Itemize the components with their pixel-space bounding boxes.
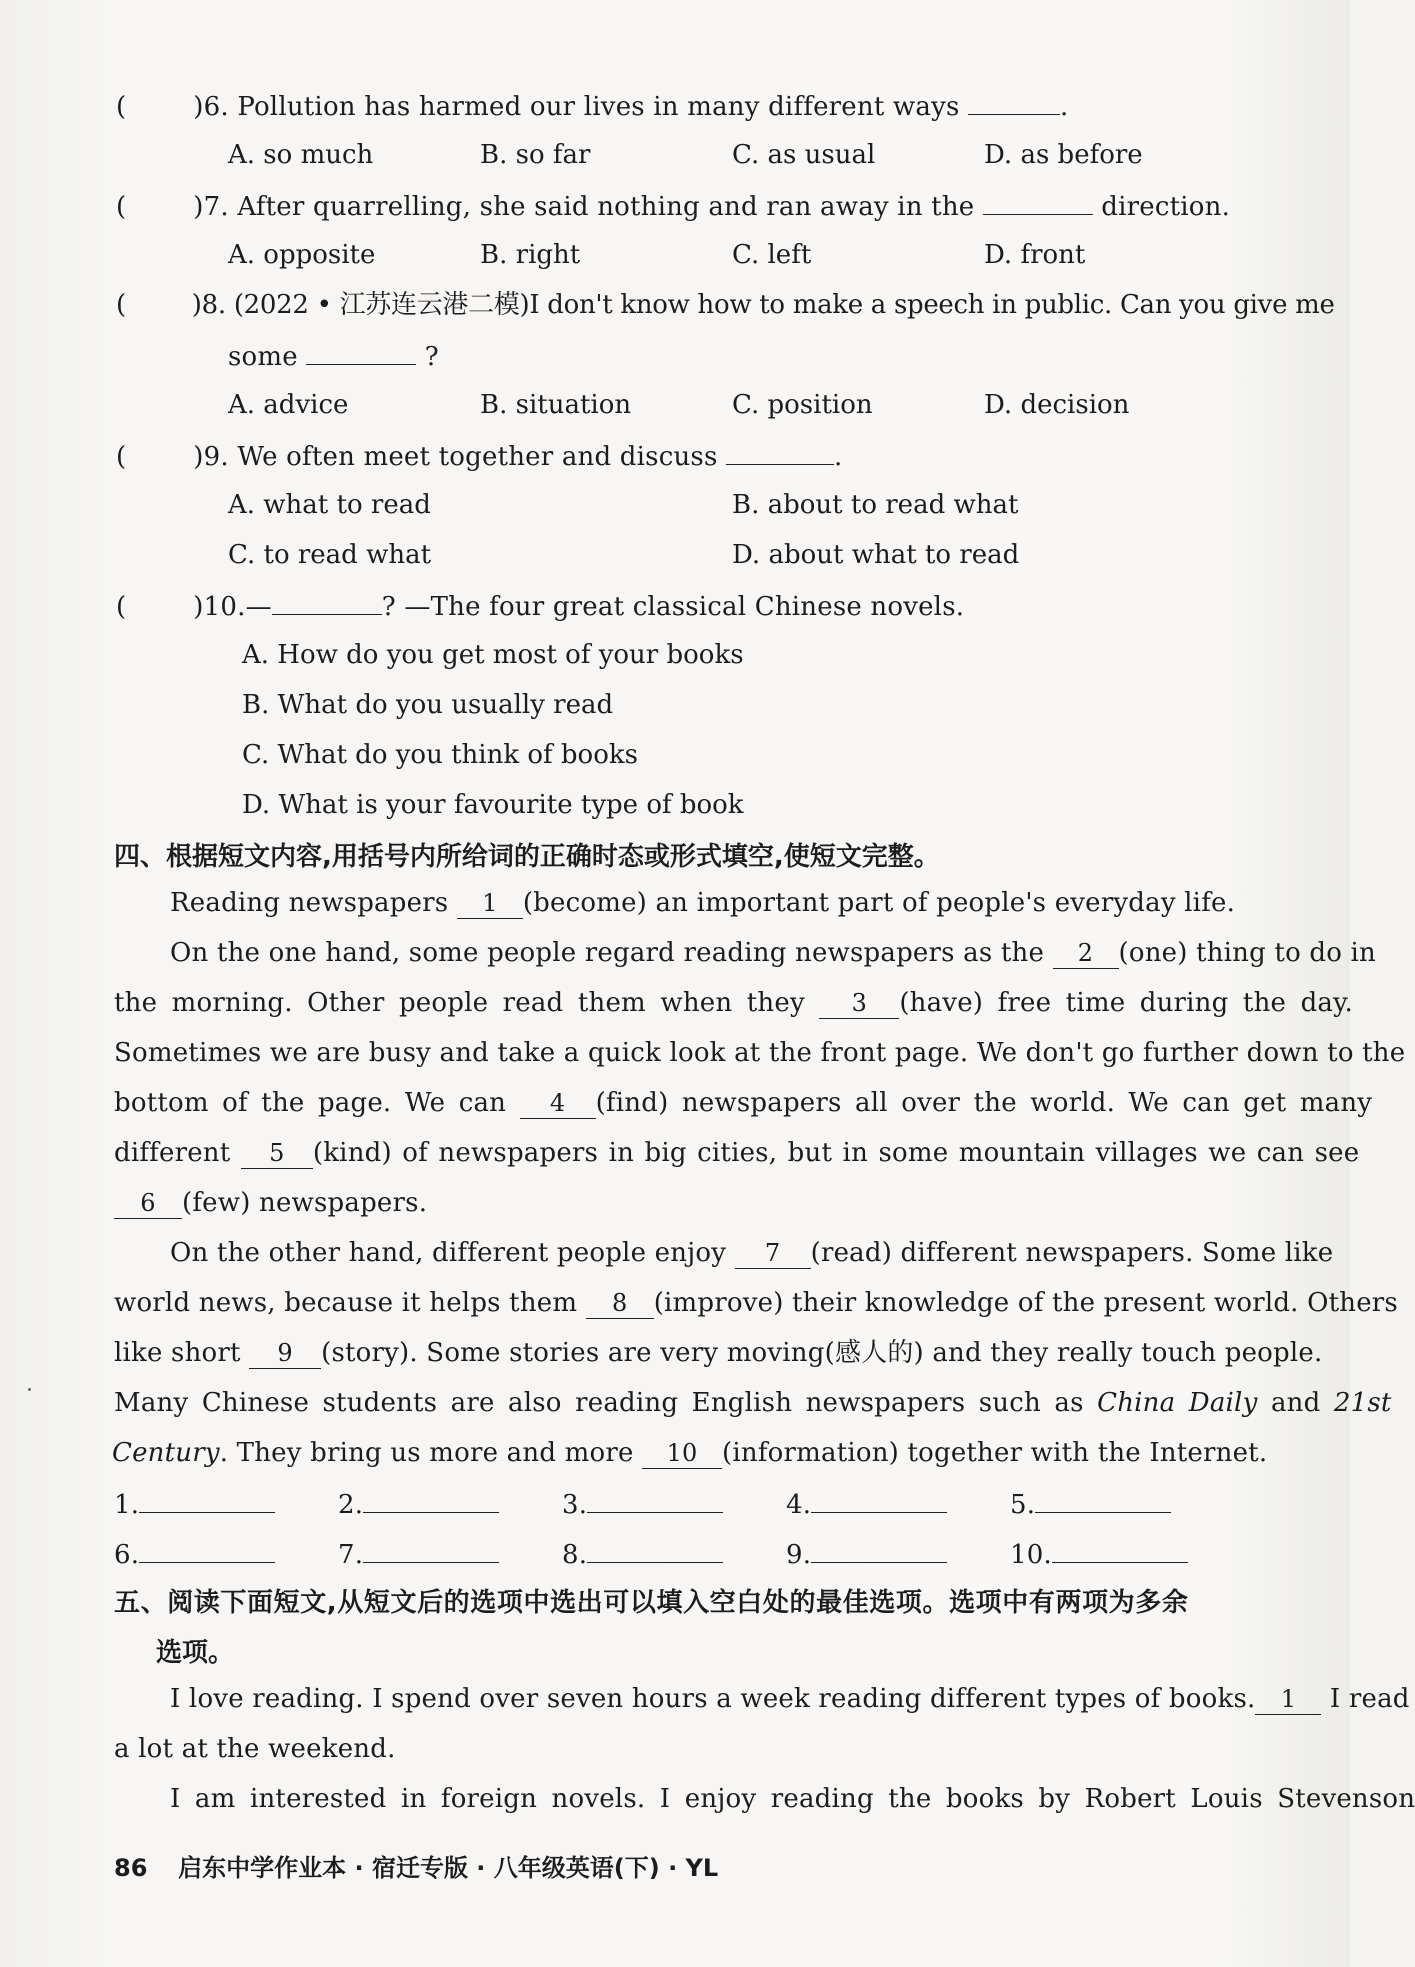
question-number: )10. [193, 592, 246, 622]
question-10 [116, 588, 964, 624]
answer-row-1-item: 3. [562, 1486, 723, 1522]
section-5-title: 五、阅读下面短文,从短文后的选项中选出可以填入空白处的最佳选项。选项中有两项为多余 [114, 1588, 1189, 1618]
option-c[interactable]: C. position [732, 390, 873, 420]
answer-field-3[interactable] [587, 1486, 723, 1513]
answer-blank[interactable] [272, 588, 382, 615]
option-d[interactable]: D. decision [984, 390, 1130, 420]
question-paren: ( [116, 192, 127, 222]
passage-blank-7[interactable]: 7 [735, 1238, 811, 1269]
answer-row-2-item: 8. [562, 1536, 723, 1572]
passage-line: world news, because it helps them 8 (improve) their knowledge of the present world. Others [114, 1288, 1398, 1318]
passage-line: Century. They bring us more and more 10 (information) together with the Internet. [112, 1438, 1268, 1468]
question-number: )9. [193, 442, 229, 472]
page-number: 86 [114, 1854, 148, 1882]
question-stem: — [245, 592, 272, 622]
question-paren: ( [116, 442, 127, 472]
option-b[interactable]: B. What do you usually read [242, 690, 614, 720]
option-a[interactable]: A. advice [228, 390, 349, 420]
question-stem-end: . [1060, 92, 1069, 122]
option-a[interactable]: A. what to read [228, 490, 431, 520]
option-b[interactable]: B. so far [480, 140, 591, 170]
answer-field-4[interactable] [811, 1486, 947, 1513]
passage-line: Many Chinese students are also reading English newspapers such as China Daily and 21st [114, 1388, 1392, 1418]
question-7 [116, 188, 1230, 224]
question-stem: Pollution has harmed our lives in many different ways [237, 92, 960, 122]
answer-row-1-item: 2. [338, 1486, 499, 1522]
passage-blank-6[interactable]: 6 [114, 1188, 182, 1219]
question-stem-end: ? —The four great classical Chinese novels. [381, 592, 965, 622]
question-paren: ( [116, 92, 127, 122]
passage-line: I am interested in foreign novels. I enjoy reading the books by Robert Louis Stevenson [170, 1784, 1415, 1814]
passage-line: On the other hand, different people enjoy 7 (read) different newspapers. Some like [170, 1238, 1334, 1268]
option-c[interactable]: C. left [732, 240, 812, 270]
option-d[interactable]: D. What is your favourite type of book [242, 790, 744, 820]
passage-line: a lot at the weekend. [114, 1734, 396, 1764]
question-paren: ( [116, 592, 127, 622]
passage-line: Reading newspapers 1 (become) an important part of people's everyday life. [170, 888, 1236, 918]
answer-field-8[interactable] [587, 1536, 723, 1563]
option-a[interactable]: A. opposite [228, 240, 376, 270]
answer-row-2-item: 7. [338, 1536, 499, 1572]
passage-blank-4[interactable]: 4 [520, 1088, 596, 1119]
answer-row-2-item: 9. [786, 1536, 947, 1572]
question-stem-end: ? [424, 342, 439, 372]
passage-line: like short 9 (story). Some stories are very moving(感人的) and they really touch people. [114, 1338, 1323, 1368]
answer-field-1[interactable] [139, 1486, 275, 1513]
passage-line: bottom of the page. We can 4 (find) newspapers all over the world. We can get many [114, 1088, 1373, 1118]
answer-field-10[interactable] [1052, 1536, 1188, 1563]
question-8 [116, 288, 1335, 322]
answer-field-6[interactable] [139, 1536, 275, 1563]
passage-blank-1[interactable]: 1 [457, 888, 523, 919]
option-a[interactable]: A. How do you get most of your books [242, 640, 744, 670]
passage-blank-5[interactable]: 5 [241, 1138, 313, 1169]
option-b[interactable]: B. situation [480, 390, 632, 420]
option-b[interactable]: B. right [480, 240, 581, 270]
question-stem: (2022 • 江苏连云港二模)I don't know how to make a speech in public. Can you give me [233, 290, 1335, 320]
passage-line: I love reading. I spend over seven hours a week reading different types of books. 1 I read [170, 1684, 1410, 1714]
passage-line: the morning. Other people read them when they 3 (have) free time during the day. [114, 988, 1354, 1018]
answer-row-1-item: 5. [1010, 1486, 1171, 1522]
option-b[interactable]: B. about to read what [732, 490, 1019, 520]
answer-row-2: 6. [114, 1536, 275, 1572]
question-6 [116, 88, 1068, 124]
question-paren: ( [116, 290, 126, 320]
passage-blank-3[interactable]: 3 [819, 988, 899, 1019]
answer-blank[interactable] [968, 88, 1060, 115]
section-4-title: 四、根据短文内容,用括号内所给词的正确时态或形式填空,使短文完整。 [114, 842, 940, 872]
answer-blank[interactable] [306, 338, 416, 365]
passage-line: On the one hand, some people regard reading newspapers as the 2 (one) thing to do in [170, 938, 1377, 968]
question-number: )7. [193, 192, 229, 222]
answer-row-2-item: 10. [1010, 1536, 1188, 1572]
passage-blank-10[interactable]: 10 [642, 1438, 722, 1469]
passage-blank-8[interactable]: 8 [586, 1288, 654, 1319]
passage-blank-1[interactable]: 1 [1255, 1684, 1321, 1715]
option-d[interactable]: D. about what to read [732, 540, 1020, 570]
answer-field-5[interactable] [1035, 1486, 1171, 1513]
question-stem-end: . [833, 442, 843, 472]
answer-blank[interactable] [983, 188, 1093, 215]
answer-row-1: 1. [114, 1486, 275, 1522]
option-c[interactable]: C. as usual [732, 140, 876, 170]
passage-blank-9[interactable]: 9 [249, 1338, 321, 1369]
answer-row-1-item: 4. [786, 1486, 947, 1522]
question-stem: After quarrelling, she said nothing and ran away in the [237, 192, 975, 222]
option-a[interactable]: A. so much [228, 140, 374, 170]
passage-line: different 5 (kind) of newspapers in big cities, but in some mountain villages we can see [114, 1138, 1360, 1168]
book-title: 启东中学作业本 · 宿迁专版 · 八年级英语(下) · YL [178, 1854, 719, 1882]
question-9 [116, 438, 842, 474]
option-c[interactable]: C. to read what [228, 540, 432, 570]
section-5-title-cont: 选项。 [156, 1638, 235, 1668]
question-stem-end: direction. [1101, 192, 1231, 222]
passage-blank-2[interactable]: 2 [1053, 938, 1119, 969]
question-stem: some [228, 342, 298, 372]
option-d[interactable]: D. front [984, 240, 1086, 270]
passage-line: Sometimes we are busy and take a quick look at the front page. We don't go further down to the [114, 1038, 1406, 1068]
answer-field-7[interactable] [363, 1536, 499, 1563]
scan-speck [28, 1388, 31, 1391]
question-number: )8. [191, 290, 226, 320]
option-d[interactable]: D. as before [984, 140, 1143, 170]
passage-line: 6 (few) newspapers. [114, 1186, 427, 1220]
option-c[interactable]: C. What do you think of books [242, 740, 638, 770]
question-stem: We often meet together and discuss [237, 442, 718, 472]
question-8-line2 [228, 338, 439, 374]
answer-field-9[interactable] [811, 1536, 947, 1563]
question-number: )6. [193, 92, 229, 122]
answer-field-2[interactable] [363, 1486, 499, 1513]
answer-blank[interactable] [726, 438, 834, 465]
page-footer [114, 1852, 718, 1884]
